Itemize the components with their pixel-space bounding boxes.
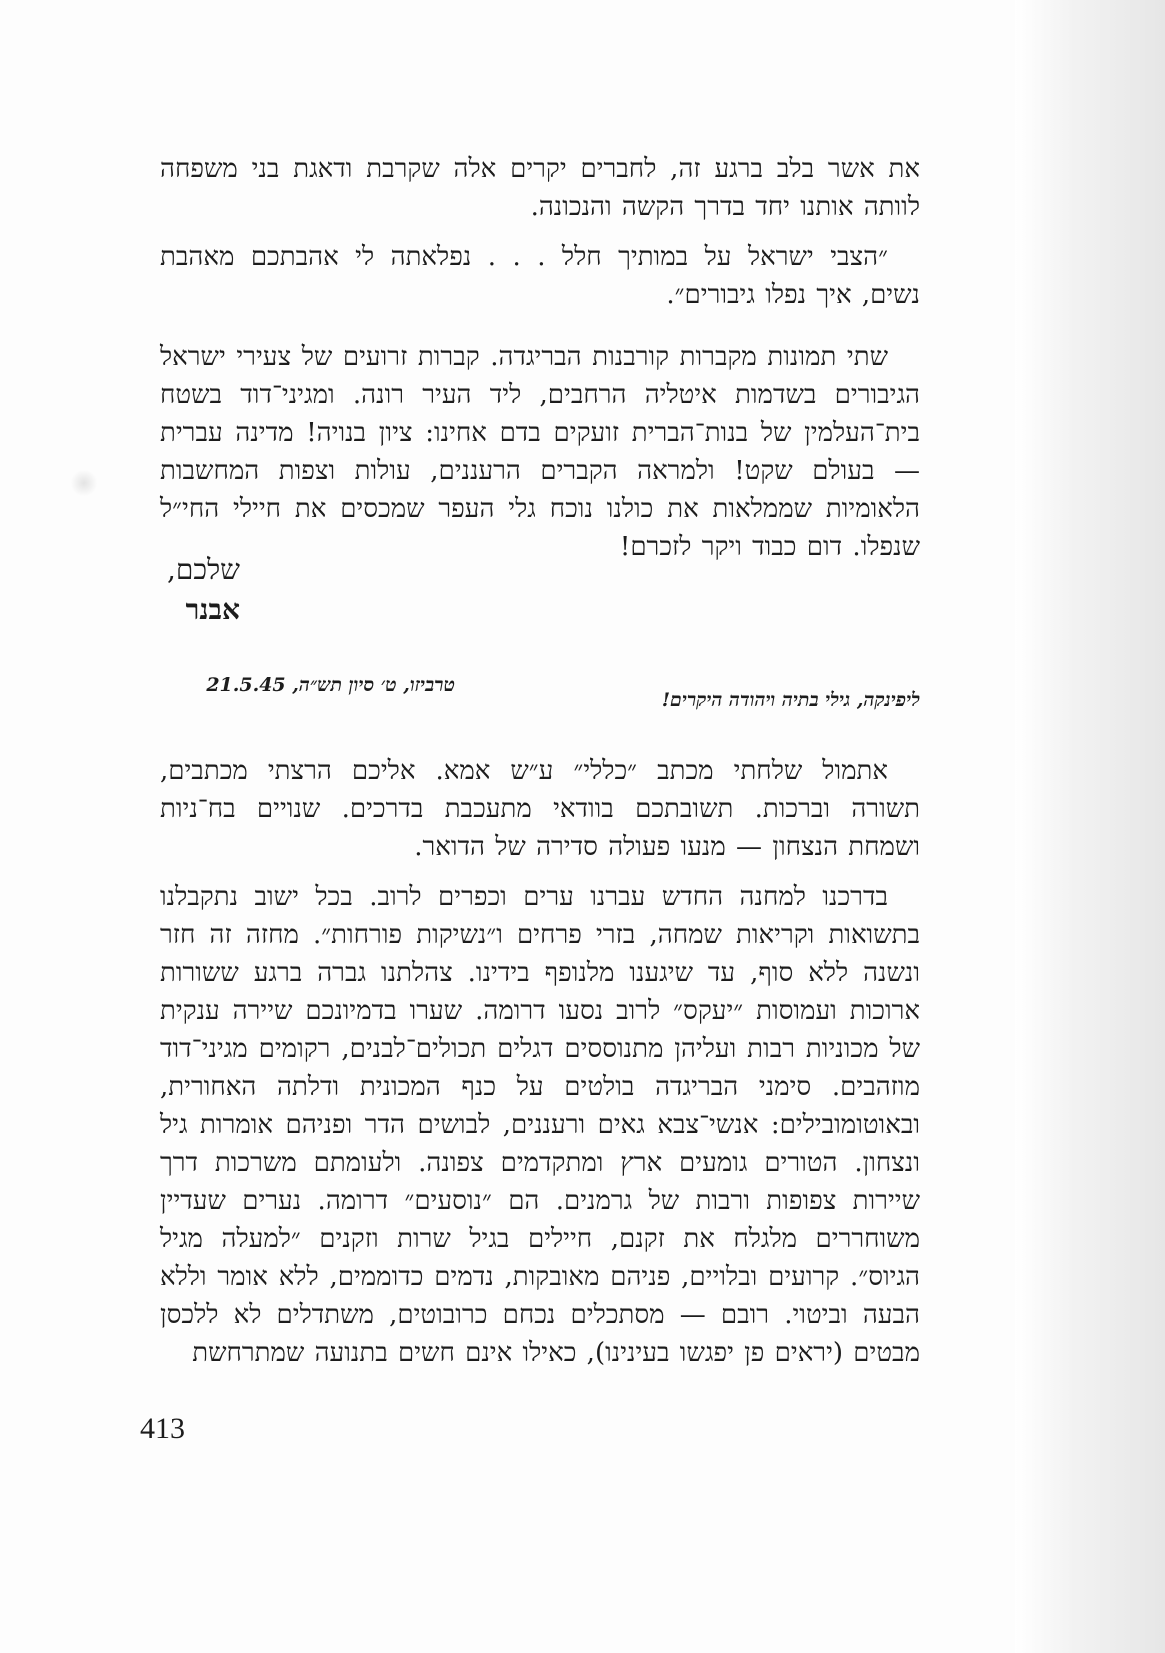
letter-bottom-paragraph-1: אתמול שלחתי מכתב ״כללי״ ע״ש אמא. אליכם הרצתי מכתבים, תשורה וברכות. תשובתכם בוודאי מתעכבת בדרכים. שנויים בח־ניות ושמחת הנצחון — מנעו פעולה סדירה של הדואר. [160,756,920,862]
signature-block [150,550,240,630]
page-smudge [70,470,98,496]
salutation: ליפינקה, גילי בתיה ויהודה היקרים! [661,689,920,711]
page-gutter-shadow [1015,0,1165,1653]
letter-bottom-paragraph-2: בדרכנו למחנה החדש עברנו ערים וכפרים לרוב. בכל ישוב נתקבלנו בתשואות וקריאות שמחה, בזרי פרחים ו״נשיקות פורחות״. מחזה זה חזר ונשנה ללא סוף, עד שיגענו מלנופף בידינו. צהלתנו גברה ברגע ששורות ארוכות ועמוסות ״יעקס״ לרוב נסעו דרומה. שערו בדמיונכם שיירה ענקית של מכוניות רבות ועליהן מתנוססים דגלים תכולים־לבנים, רקומים מגיני־דוד מוזהבים. סימני הבריגדה בולטים על כנף המכונית ודלתה האחורית, ובאוטומובילים: אנשי־צבא גאים ורעננים, לבושים הדר ופניהם אומרות גיל ונצחון. הטורים גומעים ארץ ומתקדמים צפונה. ולעומתם משרכות דרך שיירות צפופות ורבות של גרמנים. הם ״נוסעים״ דרומה. נערים שעדיין משוחררים מלגלח את זקנם, חיילים בגיל שרות וזקנים ״למעלה מגיל הגיוס״. קרועים ובלויים, פניהם מאובקות, נדמים כדוממים, ללא אומר וללא הבעה וביטוי. רובם — מסתכלים נכחם כרובוטים, משתדלים לא ללכסן מבטים (יראים פן יפגשו בעינינו), כאילו אינם חשים בתנועה שמתרחשת [160,882,920,1368]
letter-bottom [160,752,920,1372]
letter-top-paragraph-1: את אשר בלב ברגע זה, לחברים יקרים אלה שקרבת ודאגת בני משפחה לוותה אותנו יחד בדרך הקשה והנכונה. [160,154,920,222]
signature-name: אבנר [185,593,240,626]
page-number: 413 [140,1412,185,1445]
letter-top [160,150,920,566]
dateline: טרביזו, ט׳ סיון תש״ה, 21.5.45 [206,674,455,696]
letter-top-quote: ״הצבי ישראל על במותיך חלל . . . נפלאתה לי אהבתכם מאהבת נשים, איך נפלו גיבורים״. [160,242,920,310]
closing-text: שלכם, [167,553,240,586]
letter-top-paragraph-2: שתי תמונות מקברות קורבנות הבריגדה. קברות זרועים של צעירי ישראל הגיבורים בשדמות איטליה הרחבים, ליד העיר רונה. ומגיני־דוד בשטח בית־העלמין של בנות־הברית זועקים בדם אחינו: ציון בנויה! מדינה עברית — בעולם שקט! ולמראה הקברים הרעננים, עולות וצפות המחשבות הלאומיות שממלאות את כולנו נוכח גלי העפר שמכסים את חיילי החי״ל שנפלו. דום כבוד ויקר לזכרם! [160,342,920,562]
